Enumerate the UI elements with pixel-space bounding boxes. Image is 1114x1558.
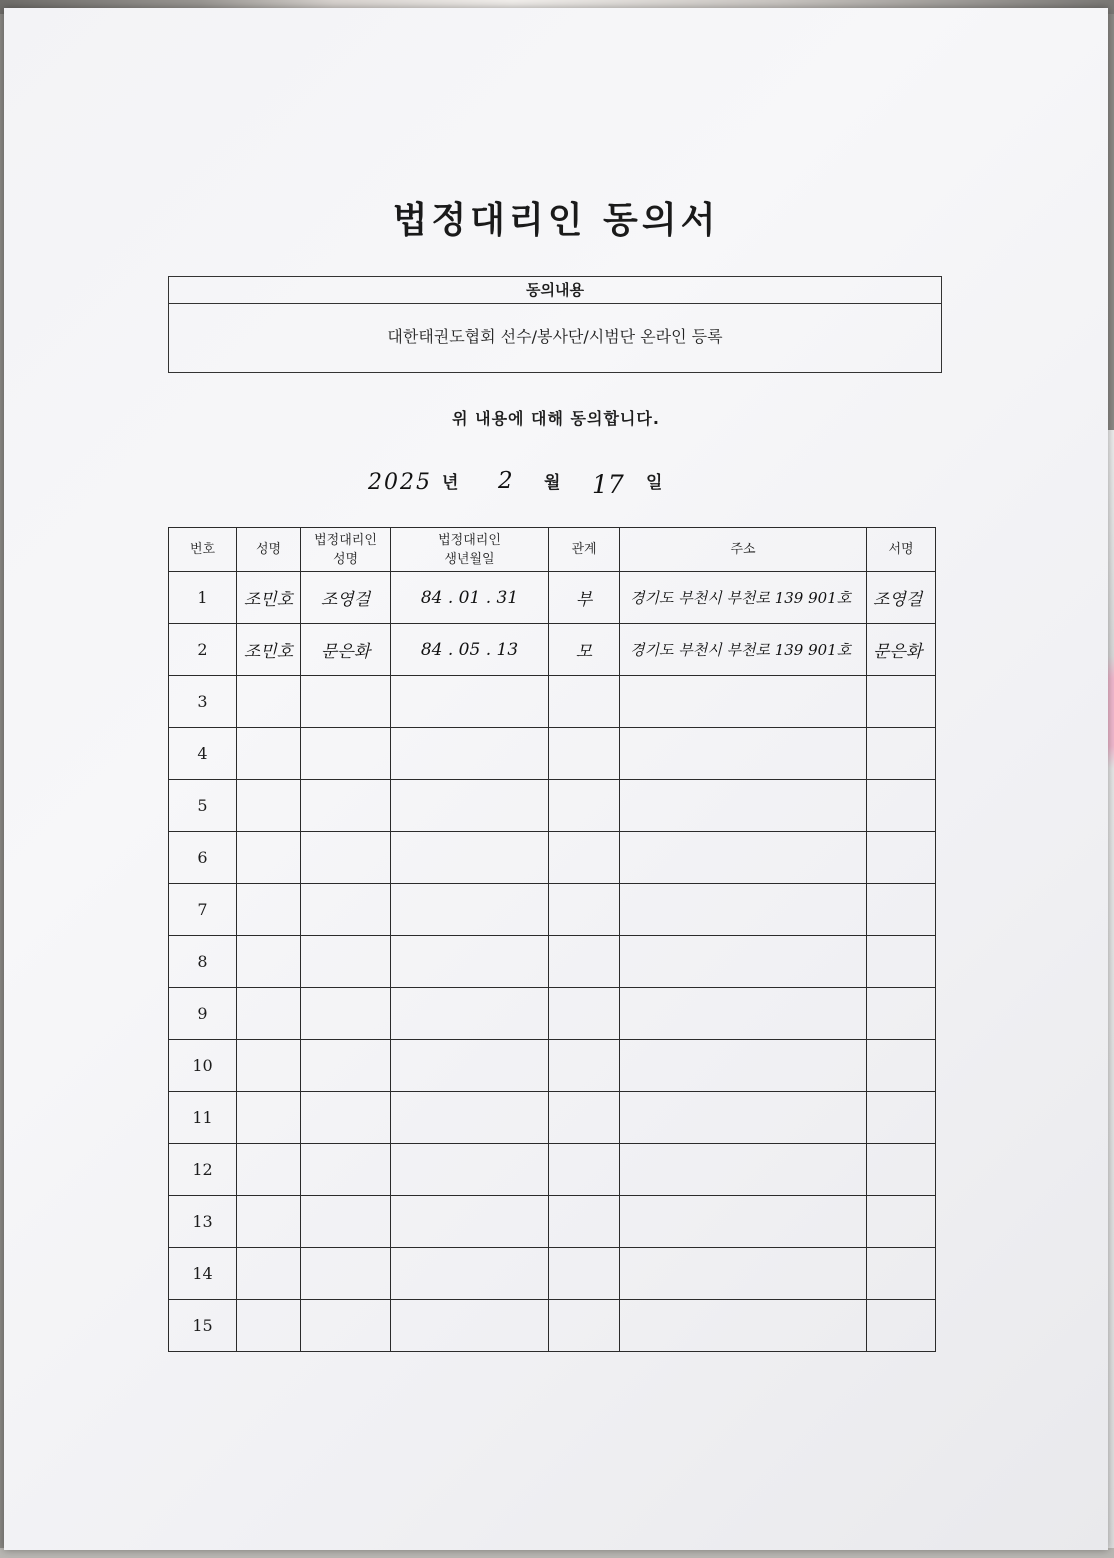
row-guardian-birth: [391, 1144, 549, 1196]
row-signature: [867, 1092, 936, 1144]
header-guardian-birth-line2: 생년월일: [444, 551, 495, 567]
header-guardian-birth-line1: 법정대리인: [438, 532, 501, 548]
row-guardian-name: [301, 780, 391, 832]
row-address: [620, 1040, 867, 1092]
row-relation: [549, 1144, 620, 1196]
table-row: [169, 1196, 936, 1248]
row-number: 5: [169, 780, 237, 832]
row-name: [237, 884, 301, 936]
row-number: 14: [169, 1248, 237, 1300]
header-guardian-name-line2: 성명: [332, 551, 359, 567]
row-signature: [867, 676, 936, 728]
row-address: [620, 1300, 867, 1352]
header-guardian-name: [301, 528, 391, 572]
row-address: [620, 988, 867, 1040]
row-name: 조민호: [237, 572, 301, 624]
row-number: 7: [169, 884, 237, 936]
row-name: [237, 780, 301, 832]
row-number: 3: [169, 676, 237, 728]
row-relation: [549, 936, 620, 988]
row-signature: [867, 832, 936, 884]
row-number: 1: [169, 572, 237, 624]
row-relation: 모: [549, 624, 620, 676]
row-guardian-name: [301, 1300, 391, 1352]
row-address: 경기도 부천시 부천로 139 901호: [620, 572, 867, 624]
row-address: [620, 676, 867, 728]
row-relation: [549, 728, 620, 780]
row-guardian-birth: [391, 1248, 549, 1300]
table-row: [169, 1040, 936, 1092]
row-guardian-birth: [391, 1300, 549, 1352]
date-day-label: 일: [646, 473, 663, 493]
row-guardian-birth: [391, 1092, 549, 1144]
table-row: [169, 1092, 936, 1144]
row-guardian-name: [301, 728, 391, 780]
table-row: [169, 572, 936, 624]
row-guardian-name: [301, 988, 391, 1040]
table-row: [169, 936, 936, 988]
row-signature: 조영걸: [867, 572, 936, 624]
row-name: [237, 832, 301, 884]
row-guardian-name: 문은화: [301, 624, 391, 676]
row-guardian-name: [301, 1040, 391, 1092]
row-guardian-birth: [391, 728, 549, 780]
date-year-handwritten: 2025: [368, 470, 432, 495]
row-guardian-name: [301, 676, 391, 728]
row-name: 조민호: [237, 624, 301, 676]
row-address: [620, 1196, 867, 1248]
row-name: [237, 1092, 301, 1144]
row-relation: [549, 1248, 620, 1300]
consent-content-header: 동의내용: [169, 277, 941, 304]
row-signature: [867, 988, 936, 1040]
row-guardian-birth: [391, 780, 549, 832]
row-guardian-name: [301, 884, 391, 936]
table-row: [169, 624, 936, 676]
row-signature: [867, 780, 936, 832]
table-row: [169, 832, 936, 884]
row-relation: [549, 988, 620, 1040]
row-guardian-name: [301, 1092, 391, 1144]
row-signature: 문은화: [867, 624, 936, 676]
row-signature: [867, 728, 936, 780]
table-row: [169, 780, 936, 832]
row-guardian-name: [301, 1196, 391, 1248]
table-row: [169, 988, 936, 1040]
row-name: [237, 1248, 301, 1300]
row-guardian-birth: [391, 1040, 549, 1092]
row-address: [620, 832, 867, 884]
row-number: 9: [169, 988, 237, 1040]
row-guardian-name: [301, 936, 391, 988]
row-relation: [549, 1300, 620, 1352]
row-signature: [867, 1196, 936, 1248]
row-name: [237, 676, 301, 728]
table-row: [169, 676, 936, 728]
row-signature: [867, 1300, 936, 1352]
table-row: [169, 728, 936, 780]
row-guardian-name: [301, 832, 391, 884]
row-signature: [867, 936, 936, 988]
row-address: [620, 1092, 867, 1144]
row-name: [237, 728, 301, 780]
row-relation: [549, 832, 620, 884]
date-year-label: 년: [442, 473, 459, 493]
guardian-table: [168, 527, 936, 1352]
row-guardian-birth: [391, 676, 549, 728]
row-relation: [549, 676, 620, 728]
table-header-row: [169, 528, 936, 572]
row-number: 12: [169, 1144, 237, 1196]
table-body: [169, 572, 936, 1352]
row-signature: [867, 1040, 936, 1092]
document-title: 법정대리인 동의서: [392, 200, 720, 241]
consent-content-text: 대한태권도협회 선수/봉사단/시범단 온라인 등록: [387, 327, 723, 346]
row-address: [620, 780, 867, 832]
table-row: [169, 1248, 936, 1300]
row-guardian-name: 조영걸: [301, 572, 391, 624]
header-name: 성명: [237, 528, 301, 572]
header-address: 주소: [620, 528, 867, 572]
row-guardian-birth: [391, 884, 549, 936]
row-number: 11: [169, 1092, 237, 1144]
row-address: [620, 728, 867, 780]
date-day-handwritten: 17: [592, 470, 624, 499]
row-name: [237, 988, 301, 1040]
row-address: [620, 1144, 867, 1196]
table-row: [169, 1144, 936, 1196]
row-guardian-name: [301, 1144, 391, 1196]
header-guardian-birth: [391, 528, 549, 572]
row-number: 8: [169, 936, 237, 988]
row-guardian-birth: [391, 832, 549, 884]
date-month-label: 월: [544, 473, 561, 493]
row-name: [237, 1144, 301, 1196]
row-name: [237, 1300, 301, 1352]
row-relation: [549, 780, 620, 832]
row-guardian-birth: [391, 936, 549, 988]
row-guardian-birth: 84 . 05 . 13: [391, 624, 549, 676]
header-guardian-name-line1: 법정대리인: [314, 532, 377, 548]
row-relation: [549, 1196, 620, 1248]
row-relation: [549, 884, 620, 936]
row-number: 4: [169, 728, 237, 780]
date-month-handwritten: 2: [498, 468, 513, 494]
row-number: 13: [169, 1196, 237, 1248]
row-number: 10: [169, 1040, 237, 1092]
date-line: [4, 464, 1108, 504]
row-name: [237, 936, 301, 988]
row-address: [620, 884, 867, 936]
consent-content-box: [168, 276, 942, 373]
row-guardian-birth: [391, 988, 549, 1040]
row-name: [237, 1196, 301, 1248]
row-signature: [867, 1144, 936, 1196]
row-address: [620, 1248, 867, 1300]
table-row: [169, 1300, 936, 1352]
row-number: 2: [169, 624, 237, 676]
row-guardian-name: [301, 1248, 391, 1300]
row-signature: [867, 1248, 936, 1300]
row-guardian-birth: 84 . 01 . 31: [391, 572, 549, 624]
row-number: 6: [169, 832, 237, 884]
agreement-statement: 위 내용에 대해 동의합니다.: [452, 409, 660, 428]
row-relation: 부: [549, 572, 620, 624]
header-relation: 관계: [549, 528, 620, 572]
header-signature: 서명: [867, 528, 936, 572]
consent-form-paper: [4, 8, 1108, 1550]
row-relation: [549, 1040, 620, 1092]
row-relation: [549, 1092, 620, 1144]
row-signature: [867, 884, 936, 936]
table-row: [169, 884, 936, 936]
row-number: 15: [169, 1300, 237, 1352]
row-address: [620, 936, 867, 988]
row-address: 경기도 부천시 부천로 139 901호: [620, 624, 867, 676]
header-no: 번호: [169, 528, 237, 572]
row-guardian-birth: [391, 1196, 549, 1248]
row-name: [237, 1040, 301, 1092]
